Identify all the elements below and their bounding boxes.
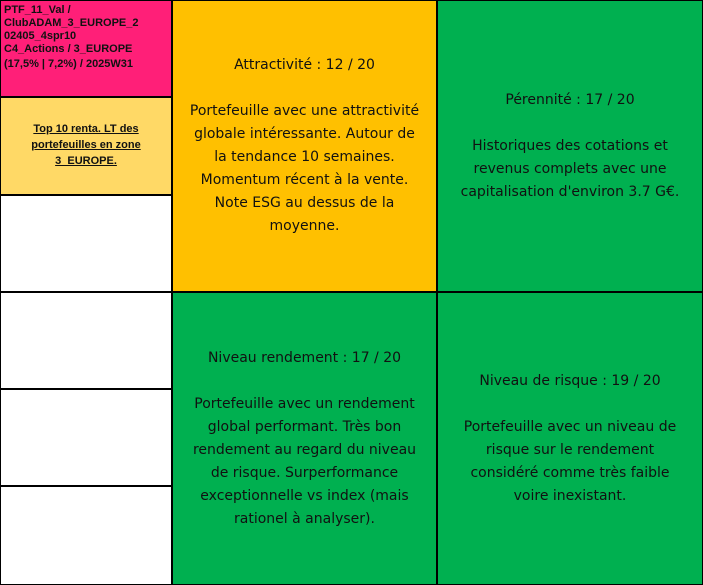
rendement-text-line: rationel à analyser). [234, 510, 375, 527]
perennite-text-line: revenus complets avec une [473, 160, 667, 177]
rendement-heading: Niveau rendement : 17 / 20 [207, 349, 402, 366]
attractivite-text-line: la tendance 10 semaines. [214, 149, 395, 165]
rendement-text-line: global performant. Très bon [207, 418, 402, 435]
perennite-text-line: capitalisation d'environ 3.7 G€. [460, 183, 680, 200]
attractivite-panel [172, 0, 437, 292]
perennite-panel [437, 0, 703, 292]
rendement-text-line: Portefeuille avec un rendement [194, 395, 415, 412]
attractivite-text-line: Note ESG au dessus de la [214, 195, 395, 211]
attractivite-heading: Attractivité : 12 / 20 [234, 57, 375, 73]
portfolio-title-line: 02405_4spr10 [4, 30, 77, 42]
portfolio-title-line: C4_Actions / 3_EUROPE [4, 43, 133, 55]
portfolio-summary-line: Top 10 renta. LT des [33, 123, 139, 135]
risque-text-line: considéré comme très faible [470, 464, 670, 481]
rendement-text-line: rendement au regard du niveau [192, 441, 417, 458]
attractivite-text-line: globale intéressante. Autour de [194, 126, 415, 142]
risque-panel [437, 292, 703, 585]
empty-cell [0, 486, 172, 585]
risque-text-line: risque sur le rendement [485, 441, 655, 458]
empty-cell [0, 292, 172, 389]
portfolio-title-line: PTF_11_Val / [4, 4, 71, 16]
portfolio-summary-cell [0, 97, 172, 195]
attractivite-text-line: Momentum récent à la vente. [200, 172, 409, 188]
empty-cell [0, 195, 172, 292]
risque-text-line: Portefeuille avec un niveau de [463, 418, 677, 435]
portfolio-summary-line: 3_EUROPE. [55, 155, 117, 167]
rendement-text-line: de risque. Surperformance [210, 464, 399, 481]
perennite-heading: Pérennité : 17 / 20 [505, 91, 635, 108]
portfolio-title-cell [0, 0, 172, 97]
rendement-panel [172, 292, 437, 585]
attractivite-text-line: Portefeuille avec une attractivité [189, 103, 420, 119]
portfolio-title-line: ClubADAM_3_EUROPE_2 [4, 17, 139, 29]
rendement-text-line: exceptionnelle vs index (mais [200, 487, 409, 504]
portfolio-summary-line: portefeuilles en zone [31, 139, 141, 151]
perennite-text-line: Historiques des cotations et [472, 137, 668, 154]
risque-heading: Niveau de risque : 19 / 20 [479, 372, 661, 389]
portfolio-title-line: (17,5% | 7,2%) / 2025W31 [4, 58, 134, 70]
risque-text-line: voire inexistant. [513, 487, 627, 504]
empty-cell [0, 389, 172, 486]
attractivite-text-line: moyenne. [269, 218, 340, 234]
